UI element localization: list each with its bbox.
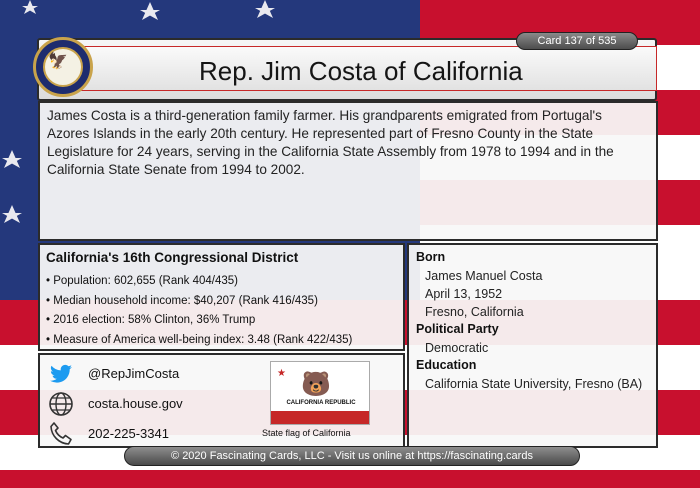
bear-icon: 🐻 xyxy=(301,371,331,398)
card-number-badge xyxy=(516,32,638,50)
congress-seal-icon xyxy=(33,37,93,97)
flag-red-stripe xyxy=(271,411,369,424)
district-stat: • Population: 602,655 (Rank 404/435) xyxy=(46,275,238,287)
district-stat: • Median household income: $40,207 (Rank 416/435) xyxy=(46,294,318,307)
twitter-handle: @RepJimCosta xyxy=(88,366,180,381)
flag-text: CALIFORNIA REPUBLIC xyxy=(286,400,356,406)
education-value: California State University, Fresno (BA) xyxy=(425,377,643,391)
bio-panel xyxy=(38,101,658,241)
card-title: Rep. Jim Costa of California xyxy=(199,56,523,86)
district-stats-list xyxy=(46,272,352,350)
district-panel xyxy=(38,243,405,351)
born-date: April 13, 1952 xyxy=(425,287,503,301)
district-stat: • 2016 election: 58% Clinton, 36% Trump xyxy=(46,314,256,326)
flag-star-icon: ★ xyxy=(277,368,286,379)
contact-panel xyxy=(38,353,405,448)
born-place: Fresno, California xyxy=(425,305,524,319)
party-value: Democratic xyxy=(425,341,489,355)
district-stat: • Measure of America well-being index: 3.48 (Rank 422/435) xyxy=(46,333,353,346)
district-heading: California's 16th Congressional District xyxy=(46,250,299,265)
eagle-icon: 🦅 xyxy=(48,53,68,70)
phone-icon xyxy=(48,421,74,447)
phone-number: 202-225-3341 xyxy=(88,426,169,441)
politician-card xyxy=(29,28,669,468)
website-link: costa.house.gov xyxy=(88,396,183,411)
born-name: James Manuel Costa xyxy=(425,269,543,283)
globe-icon xyxy=(48,391,74,417)
party-label: Political Party xyxy=(416,322,499,336)
flag-caption: State flag of California xyxy=(262,428,351,438)
twitter-icon xyxy=(48,361,74,387)
bio-facts-panel xyxy=(407,243,658,448)
california-flag-icon xyxy=(270,361,370,425)
education-label: Education xyxy=(416,358,477,372)
footer-text: © 2020 Fascinating Cards, LLC - Visit us online at https://fascinating.cards xyxy=(171,450,533,462)
footer-bar xyxy=(124,446,580,466)
bio-text: James Costa is a third-generation family farmer. His grandparents emigrated from Portugal's Azores Islands in the early 20th century. He represented part of Fresno County in the State Legislature for 24 years, serving in the California State Assembly from 1978 to 1994 and in the California State Senate from 1994 to 2002. xyxy=(47,108,614,177)
born-label: Born xyxy=(416,250,446,264)
card-number-text: Card 137 of 535 xyxy=(537,35,617,47)
